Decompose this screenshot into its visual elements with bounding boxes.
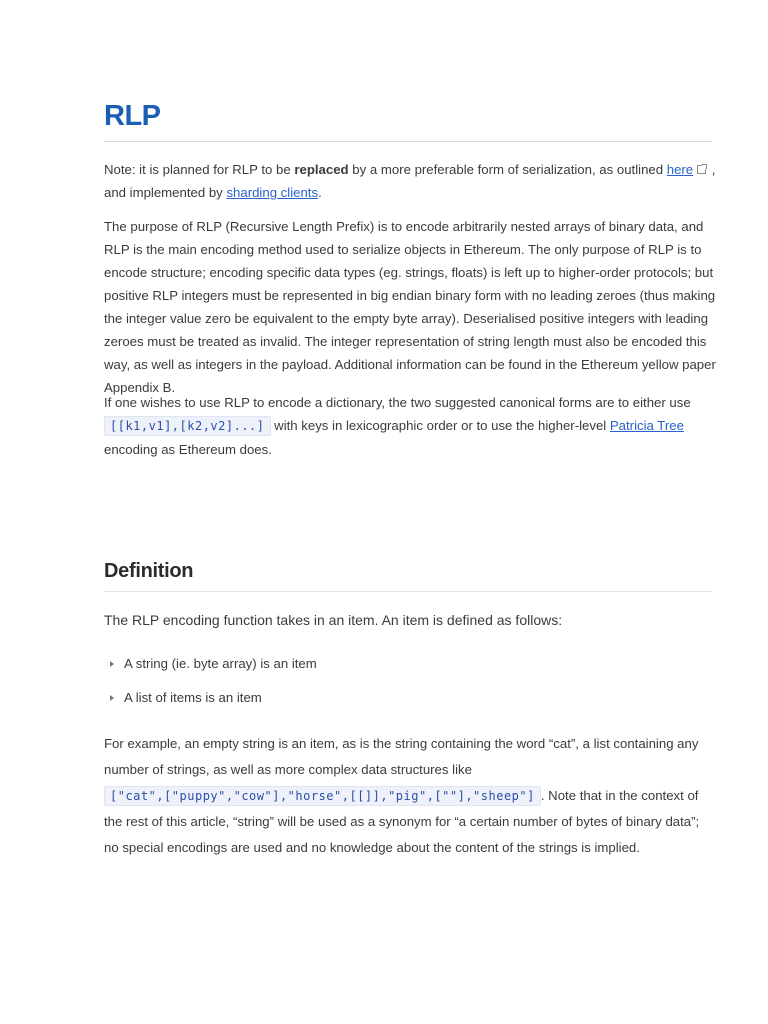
title-divider	[104, 141, 712, 142]
example-paragraph	[104, 731, 716, 861]
purpose-paragraph: The purpose of RLP (Recursive Length Prefix) is to encode arbitrarily nested arrays of binary data, and RLP is the main encoding method used to serialize objects in Ethereum. The only purpose of RLP is to encode structure; encoding specific data types (eg. strings, floats) is left up to higher-order protocols; but positive RLP integers must be represented in big endian binary form with no leading zeroes (thus making the integer value zero be equivalent to the empty byte array). Deserialised positive integers with leading zeroes must be treated as invalid. The integer representation of string length must also be encoded this way, as well as integers in the payload. Additional information can be found in the Ethereum yellow paper Appendix B.	[104, 219, 716, 395]
list-item-text: A string (ie. byte array) is an item	[124, 656, 317, 671]
definition-intro: The RLP encoding function takes in an item. An item is defined as follows:	[104, 612, 563, 628]
definition-heading: Definition	[104, 560, 194, 582]
page-title: RLP	[104, 100, 161, 132]
dictionary-suffix: encoding as Ethereum does.	[104, 442, 272, 457]
note-after-link: , and implemented by	[104, 162, 716, 200]
note-suffix: .	[318, 185, 322, 200]
example-prefix: For example, an empty string is an item, as is the string containing the word “cat”, a list containing any number of strings, as well as more complex data structures like	[104, 736, 699, 777]
list-item-text: A list of items is an item	[124, 690, 262, 705]
triangle-bullet-icon	[110, 695, 114, 701]
item-list	[104, 652, 317, 720]
dictionary-paragraph	[104, 391, 716, 461]
patricia-tree-link[interactable]: Patricia Tree	[609, 418, 684, 433]
example-code: ["cat",["puppy","cow"],"horse",[[]],"pig",[""],"sheep"]	[104, 786, 541, 806]
here-link[interactable]: here	[666, 162, 694, 177]
note-middle: by a more preferable form of serialization, as outlined	[348, 162, 667, 177]
example-suffix: . Note that in the context of the rest of this article, “string” will be used as a synonym for “a certain number of bytes of binary data”; no special encodings are used and no knowledge about the content of the strings is implied.	[104, 788, 700, 855]
triangle-bullet-icon	[110, 661, 114, 667]
note-bold: replaced	[294, 162, 349, 177]
list-item	[104, 686, 317, 720]
note-paragraph	[104, 158, 716, 204]
section-divider	[104, 591, 712, 592]
external-link-icon	[697, 165, 706, 174]
list-item	[104, 652, 317, 686]
dictionary-prefix: If one wishes to use RLP to encode a dictionary, the two suggested canonical forms are to either use	[104, 395, 691, 410]
sharding-clients-link[interactable]: sharding clients	[226, 185, 319, 200]
dictionary-middle: with keys in lexicographic order or to use the higher-level	[270, 418, 610, 433]
note-prefix: Note: it is planned for RLP to be	[104, 162, 295, 177]
dictionary-code: [[k1,v1],[k2,v2]...]	[104, 416, 271, 436]
